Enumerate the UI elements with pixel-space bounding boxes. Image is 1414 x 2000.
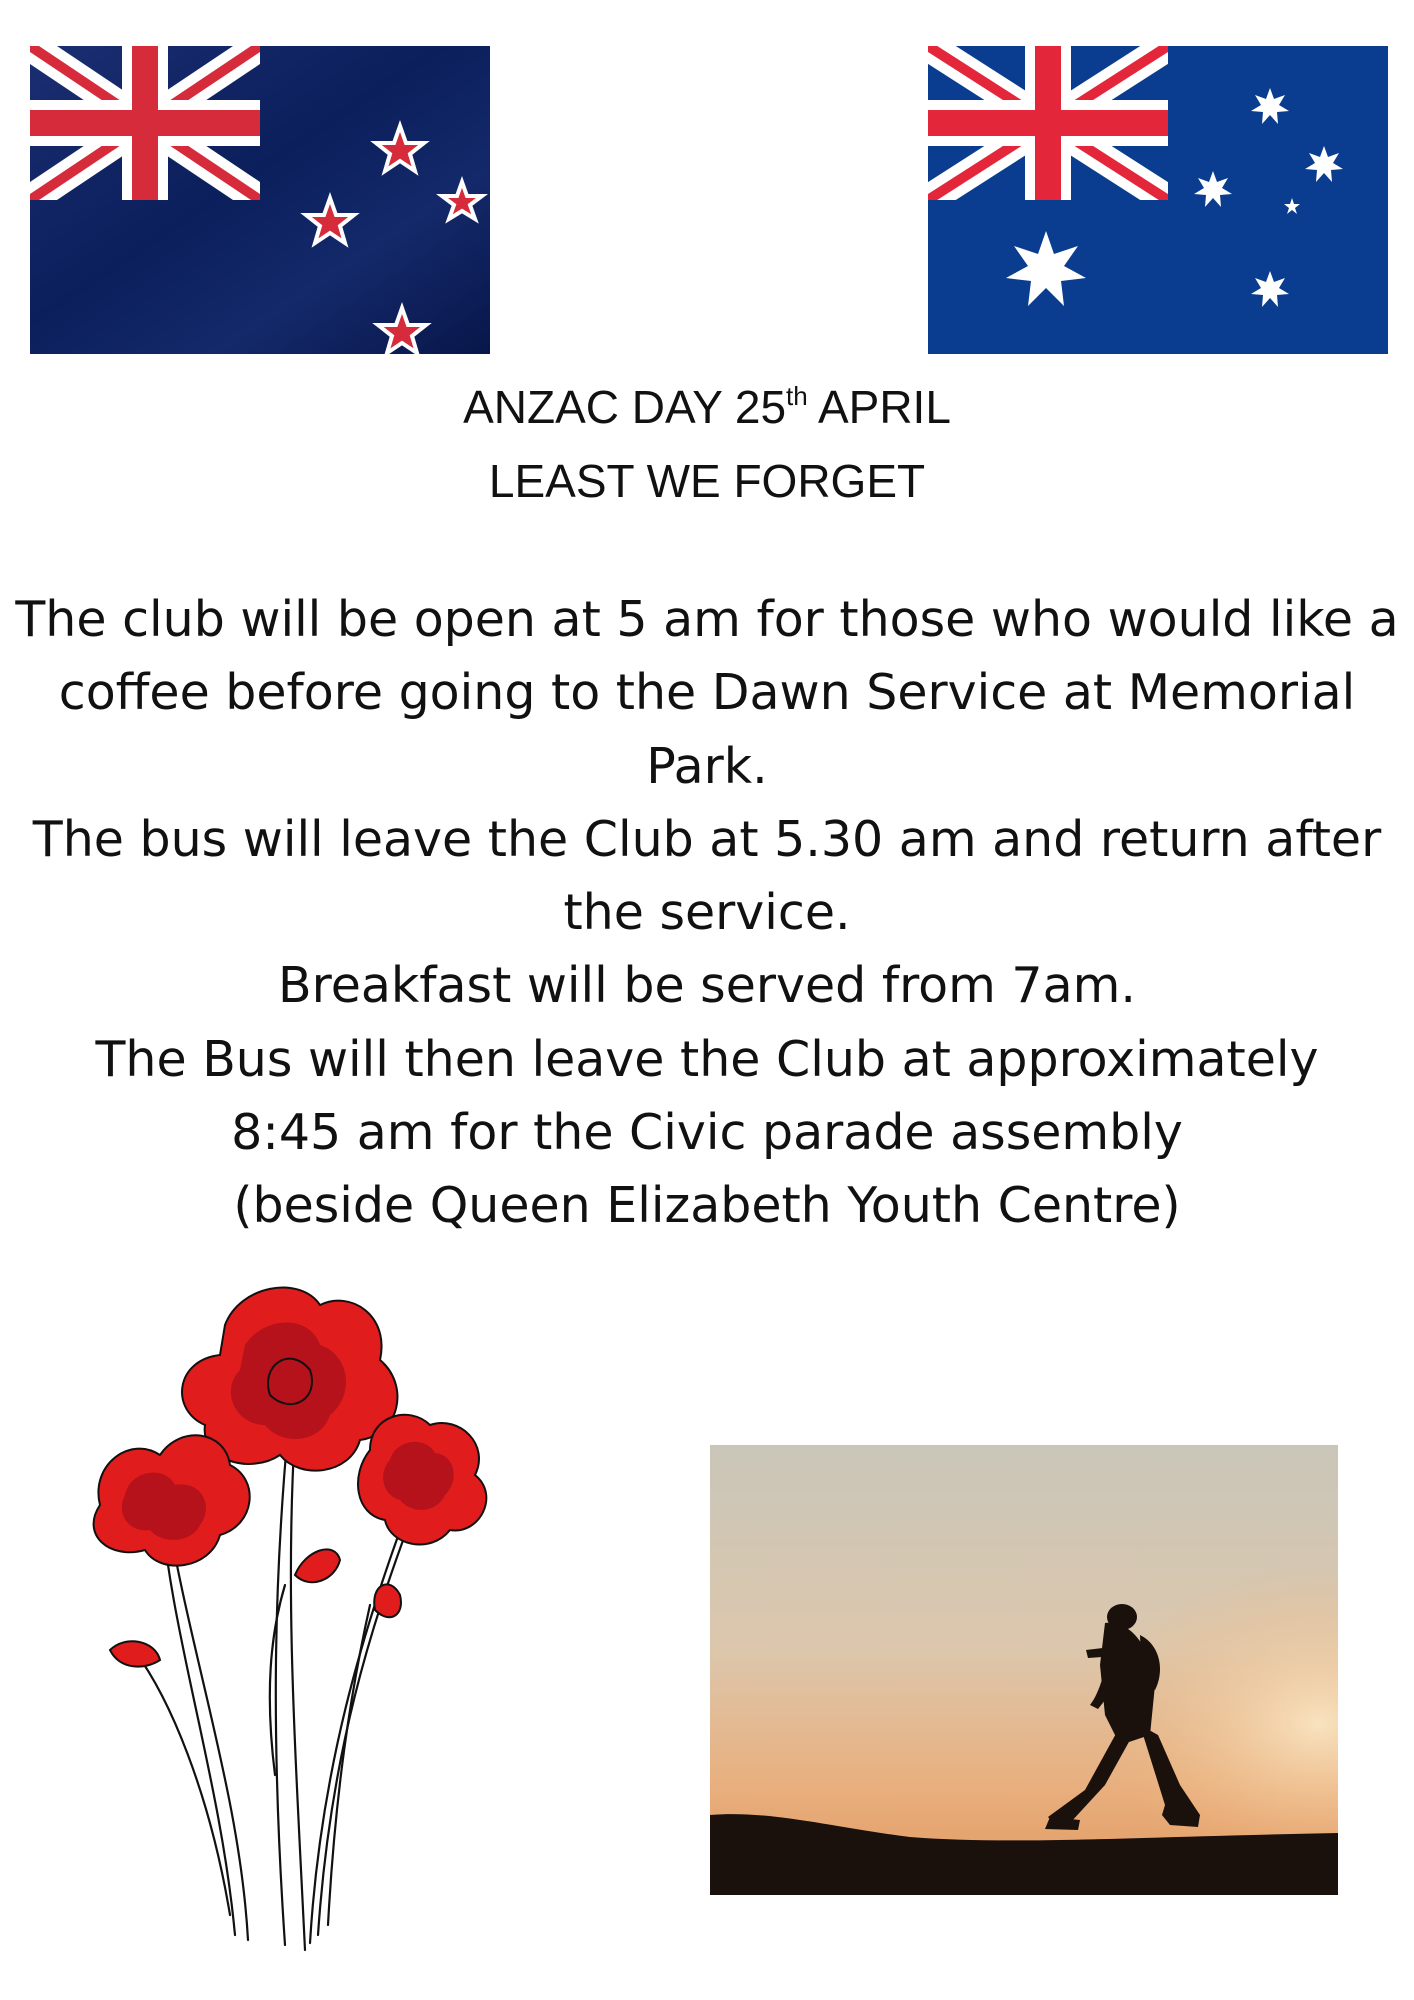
body-line: The club will be open at 5 am for those who would like a [15,591,1399,648]
body-line: coffee before going to the Dawn Service at Memorial [58,664,1356,722]
heading [0,370,1414,518]
announcement-text [0,583,1414,1243]
poppy-left [94,1435,250,1565]
body-line: The Bus will then leave the Club at approximately [95,1030,1319,1088]
body-line: The bus will leave the Club at 5.30 am and return after [32,810,1382,868]
heading-month: APRIL [807,381,951,433]
poppy-right [358,1415,486,1545]
heading-date: ANZAC DAY 25 [463,381,787,433]
heading-date-suffix: th [786,381,808,411]
heading-line-1 [0,370,1414,444]
body-line: Park. [646,737,768,795]
poppy-flowers-illustration [70,1275,530,1955]
body-line: (beside Queen Elizabeth Youth Centre) [233,1177,1181,1235]
body-line: Breakfast will be served from 7am. [278,957,1136,1015]
soldier-silhouette-sunset-photo [710,1445,1338,1895]
nz-flag-icon [30,46,490,354]
heading-line-2: LEAST WE FORGET [488,455,926,507]
body-line: 8:45 am for the Civic parade assembly [231,1104,1183,1162]
au-flag-icon [928,46,1388,354]
body-line: the service. [563,884,851,942]
